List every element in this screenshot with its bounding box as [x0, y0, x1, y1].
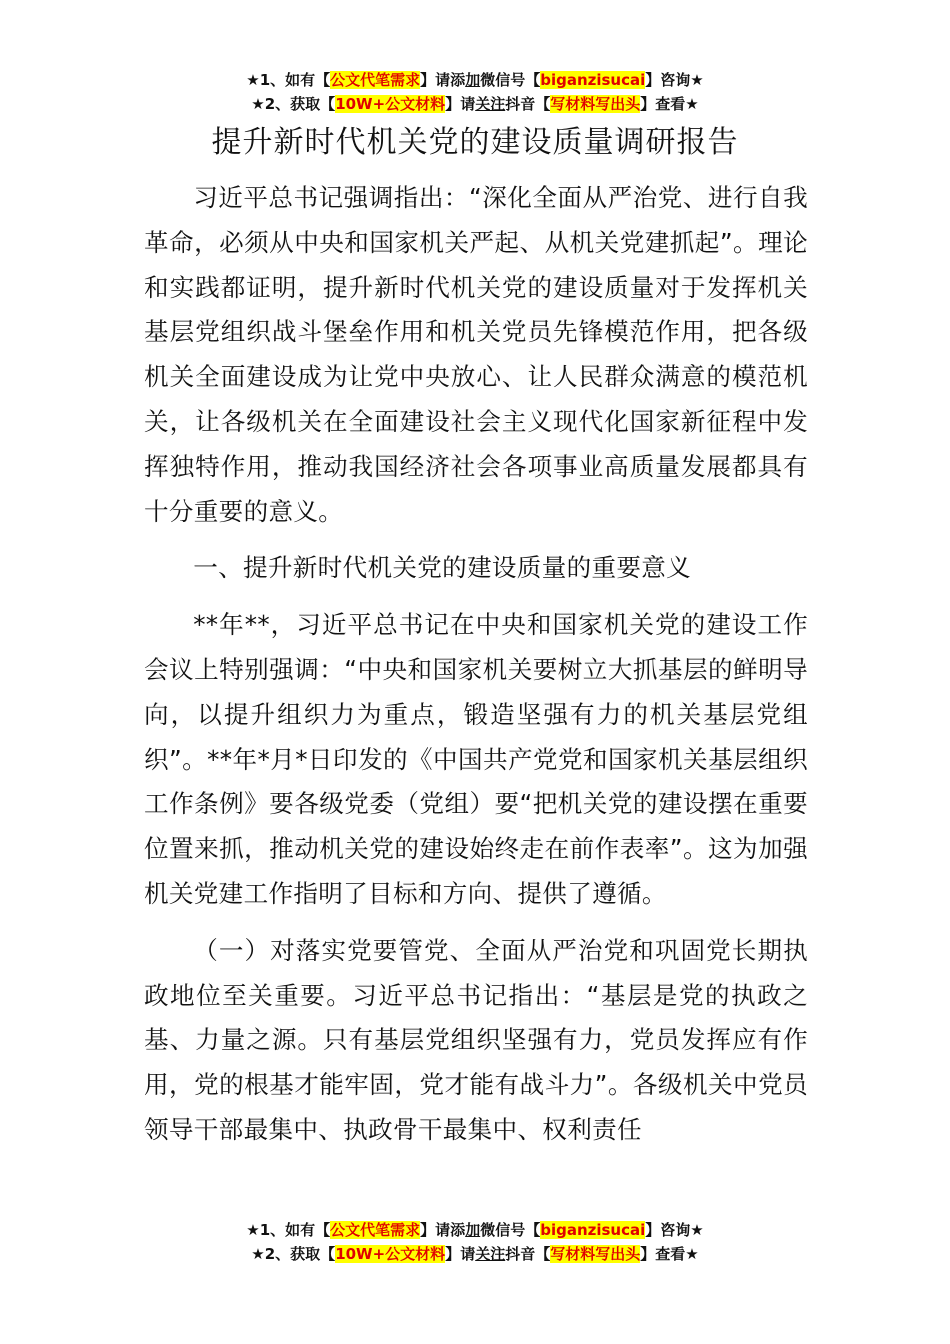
banner-line-1 — [0, 68, 950, 92]
footer-2-douyin-label: 抖音【 — [505, 1245, 551, 1263]
document-body — [144, 176, 808, 1186]
footer-2-underlined: 关注 — [475, 1245, 506, 1263]
banner-1-underlined: 加 — [465, 71, 481, 89]
paragraph-background: **年**，习近平总书记在中央和国家机关党的建设工作会议上特别强调：“中央和国家机关要树立大抓基层的鲜明导向，以提升组织力为重点，锻造坚强有力的机关基层党组织”。**年*月*日印发的《中国共产党党和国家机关基层组织工作条例》要各级党委（党组）要“把机关党的建设摆在重要位置来抓，推动机关党的建设始终走在前作表率”。这为加强机关党建工作指明了目标和方向、提供了遵循。 — [144, 610, 808, 908]
header-banner — [0, 68, 950, 116]
footer-1-highlight-service: 公文代笔需求 — [330, 1221, 421, 1239]
footer-1-wechat-id: biganzisucai — [540, 1221, 646, 1239]
section-heading-1: 一、提升新时代机关党的建设质量的重要意义 — [193, 553, 692, 583]
banner-1-wechat-id: biganzisucai — [540, 71, 646, 89]
banner-2-highlight-materials: 10W+公文材料 — [335, 95, 446, 113]
banner-1-wechat-label: 微信号【 — [480, 71, 541, 89]
banner-line-2 — [0, 92, 950, 116]
banner-1-prefix: ★1、如有【 — [246, 71, 331, 89]
footer-1-wechat-label: 微信号【 — [480, 1221, 541, 1239]
banner-1-suffix: 】咨询★ — [645, 71, 704, 89]
banner-2-douyin-label: 抖音【 — [505, 95, 551, 113]
footer-1-underlined: 加 — [465, 1221, 481, 1239]
banner-2-douyin-id: 写材料写出头 — [550, 95, 641, 113]
footer-1-mid: 】请添 — [420, 1221, 466, 1239]
document-title: 提升新时代机关党的建设质量调研报告 — [211, 125, 739, 160]
footer-banner — [0, 1218, 950, 1266]
footer-1-suffix: 】咨询★ — [645, 1221, 704, 1239]
banner-2-suffix: 】查看★ — [640, 95, 699, 113]
paragraph-intro: 习近平总书记强调指出：“深化全面从严治党、进行自我革命，必须从中央和国家机关严起、从机关党建抓起”。理论和实践都证明，提升新时代机关党的建设质量对于发挥机关基层党组织战斗堡垒作用和机关党员先锋模范作用，把各级机关全面建设成为让党中央放心、让人民群众满意的模范机关，让各级机关在全面建设社会主义现代化国家新征程中发挥独特作用，推动我国经济社会各项事业高质量发展都具有十分重要的意义。 — [144, 183, 808, 526]
footer-2-mid: 】请 — [445, 1245, 476, 1263]
banner-1-mid: 】请添 — [420, 71, 466, 89]
footer-banner-line-2 — [0, 1242, 950, 1266]
banner-2-prefix: ★2、获取【 — [251, 95, 336, 113]
banner-2-underlined: 关注 — [475, 95, 506, 113]
footer-2-suffix: 】查看★ — [640, 1245, 699, 1263]
footer-2-douyin-id: 写材料写出头 — [550, 1245, 641, 1263]
footer-2-prefix: ★2、获取【 — [251, 1245, 336, 1263]
footer-2-highlight-materials: 10W+公文材料 — [335, 1245, 446, 1263]
paragraph-subsection-1: （一）对落实党要管党、全面从严治党和巩固党长期执政地位至关重要。习近平总书记指出：“基层是党的执政之基、力量之源。只有基层党组织坚强有力，党员发挥应有作用，党的根基才能牢固，党才能有战斗力”。各级机关中党员领导干部最集中、执政骨干最集中、权利责任 — [144, 935, 808, 1144]
banner-2-mid: 】请 — [445, 95, 476, 113]
banner-1-highlight-service: 公文代笔需求 — [330, 71, 421, 89]
footer-banner-line-1 — [0, 1218, 950, 1242]
footer-1-prefix: ★1、如有【 — [246, 1221, 331, 1239]
